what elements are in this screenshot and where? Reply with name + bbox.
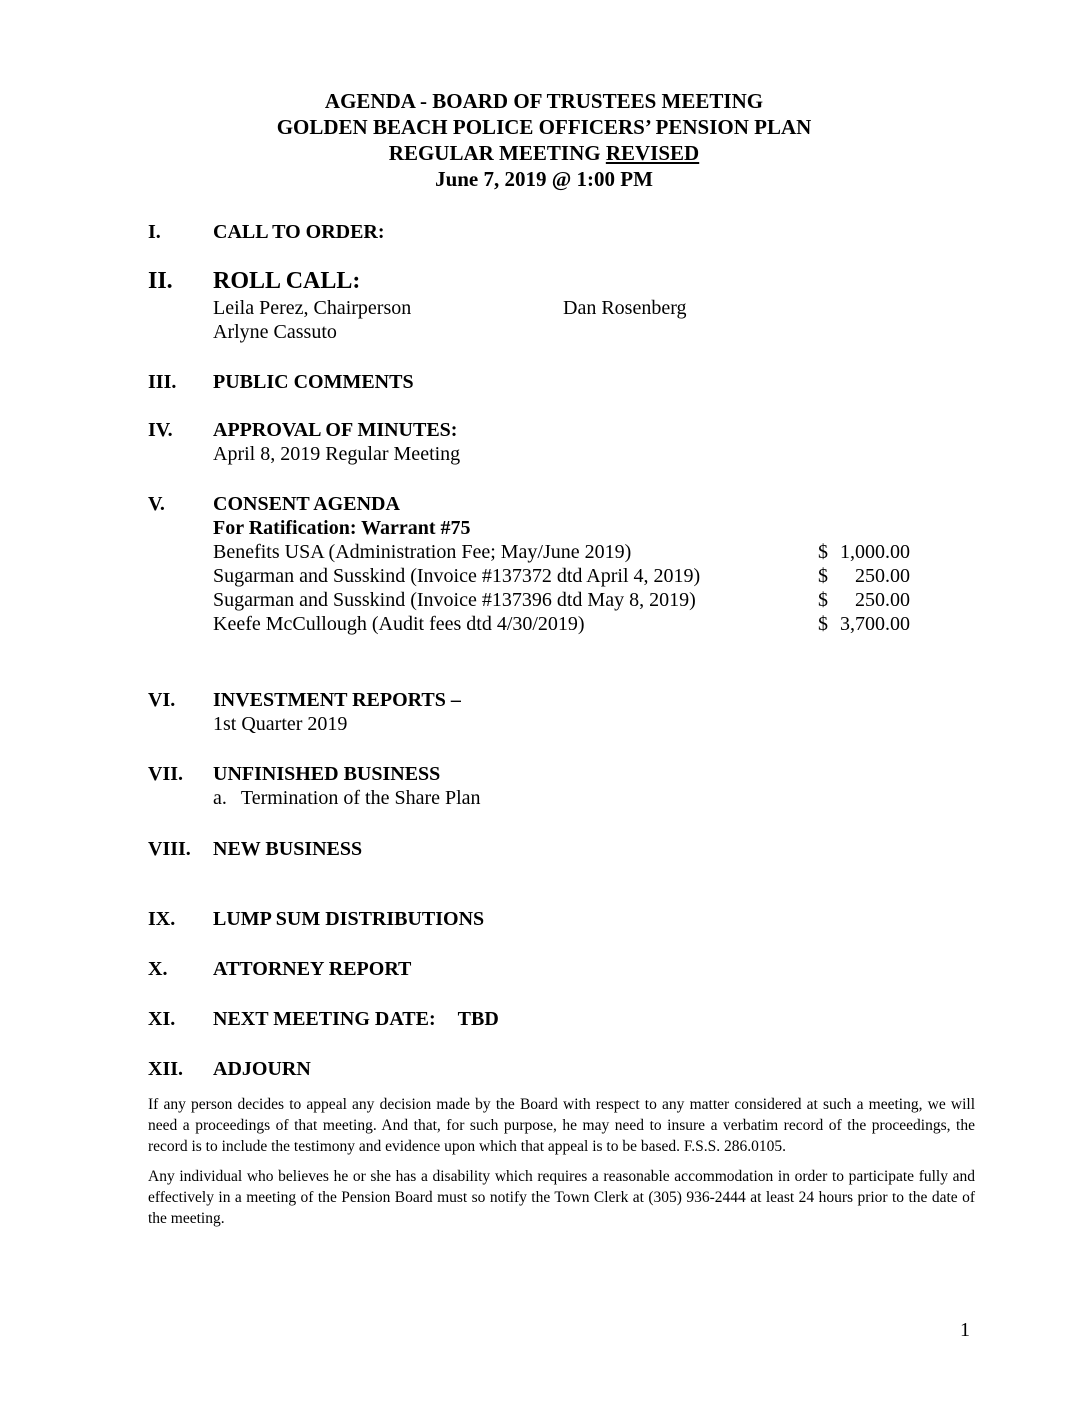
fee-description: Keefe McCullough (Audit fees dtd 4/30/2019) (213, 613, 585, 635)
item-heading: CONSENT AGENDA (213, 493, 400, 515)
page-number: 1 (960, 1319, 970, 1341)
item-heading: ROLL CALL: (213, 268, 361, 294)
item-numeral: X. (148, 958, 168, 980)
header-meeting-type-prefix: REGULAR MEETING (388, 141, 601, 165)
item-heading: LUMP SUM DISTRIBUTIONS (213, 908, 485, 930)
header-meeting-title: AGENDA - BOARD OF TRUSTEES MEETING (324, 89, 764, 113)
item-heading: NEW BUSINESS (213, 838, 363, 860)
item-sub-item (213, 786, 975, 810)
agenda-item-public-comments (148, 370, 975, 394)
appeal-notice: If any person decides to appeal any decision made by the Board with respect to any matter considered at such a meeting, we will need a proceedings of that meeting. And that, for such purpose, he may need to insure a verbatim record of the proceedings, the record is to include the testimony and evidence upon which that appeal is to be based. F.S.S. 286.0105. (148, 1096, 975, 1155)
fee-description: Sugarman and Susskind (Invoice #137372 dtd April 4, 2019) (213, 565, 701, 587)
fee-amount: 250.00 (855, 589, 910, 611)
roll-call-row (213, 320, 975, 344)
item-numeral: XII. (148, 1058, 184, 1080)
item-detail: April 8, 2019 Regular Meeting (213, 443, 461, 465)
attendee-name: Leila Perez, Chairperson (213, 297, 412, 319)
agenda-item-investment-reports (148, 688, 975, 736)
item-detail: 1st Quarter 2019 (213, 713, 348, 735)
fee-row (213, 564, 975, 588)
item-numeral: IX. (148, 908, 176, 930)
item-numeral: VII. (148, 763, 184, 785)
fee-amount: 250.00 (855, 565, 910, 587)
fee-amount: 3,700.00 (840, 613, 910, 635)
fee-row (213, 612, 975, 636)
next-meeting-label: NEXT MEETING DATE: (213, 1008, 436, 1030)
agenda-item-call-to-order (148, 220, 975, 244)
sub-item-text: Termination of the Share Plan (240, 787, 481, 809)
agenda-item-attorney-report (148, 957, 975, 981)
agenda-item-lump-sum-distributions (148, 907, 975, 931)
item-heading: APPROVAL OF MINUTES: (213, 419, 458, 441)
item-numeral: XI. (148, 1008, 176, 1030)
agenda-item-new-business (148, 837, 975, 861)
fee-description: Sugarman and Susskind (Invoice #137396 dtd May 8, 2019) (213, 589, 696, 611)
agenda-list (148, 220, 975, 1081)
header-revised-label: REVISED (605, 141, 700, 165)
fee-row (213, 540, 975, 564)
item-numeral: V. (148, 493, 165, 515)
legal-notices (148, 1094, 975, 1229)
item-numeral: IV. (148, 419, 173, 441)
agenda-item-roll-call (148, 266, 975, 344)
attendee-name: Arlyne Cassuto (213, 321, 337, 343)
item-heading: PUBLIC COMMENTS (213, 371, 414, 393)
document-header (0, 0, 1088, 192)
agenda-item-next-meeting-date (148, 1007, 975, 1031)
sub-item-letter: a. (213, 787, 227, 809)
fee-currency: $ (818, 565, 828, 587)
header-meeting-type (0, 140, 1088, 166)
header-plan-name: GOLDEN BEACH POLICE OFFICERS’ PENSION PLAN (276, 115, 812, 139)
item-heading: CALL TO ORDER: (213, 221, 385, 243)
item-numeral: II. (148, 268, 173, 294)
agenda-item-approval-of-minutes (148, 418, 975, 466)
agenda-item-adjourn (148, 1057, 975, 1081)
item-numeral: III. (148, 371, 177, 393)
header-meeting-datetime: June 7, 2019 @ 1:00 PM (435, 167, 653, 191)
agenda-item-consent-agenda (148, 492, 975, 636)
item-heading: INVESTMENT REPORTS – (213, 689, 461, 711)
item-heading (213, 1007, 975, 1031)
roll-call-row (213, 296, 975, 320)
agenda-item-unfinished-business (148, 762, 975, 810)
fee-currency: $ (818, 541, 828, 563)
ratification-subheading: For Ratification: Warrant #75 (213, 517, 471, 539)
item-numeral: VI. (148, 689, 176, 711)
ada-accommodation-notice: Any individual who believes he or she has a disability which requires a reasonable accommodation in order to participate fully and effectively in a meeting of the Pension Board must so notify the Town Clerk at (305) 936-2444 at least 24 hours prior to the date of the meeting. (148, 1168, 975, 1227)
fee-currency: $ (818, 589, 828, 611)
next-meeting-value: TBD (457, 1008, 499, 1030)
fee-amount: 1,000.00 (840, 541, 910, 563)
item-heading: ATTORNEY REPORT (213, 958, 412, 980)
fee-row (213, 588, 975, 612)
item-numeral: VIII. (148, 838, 191, 860)
item-numeral: I. (148, 221, 161, 243)
attendee-name: Dan Rosenberg (563, 297, 687, 319)
item-heading: ADJOURN (213, 1058, 311, 1080)
fee-description: Benefits USA (Administration Fee; May/June 2019) (213, 541, 632, 563)
item-heading: UNFINISHED BUSINESS (213, 763, 441, 785)
fee-currency: $ (818, 613, 828, 635)
